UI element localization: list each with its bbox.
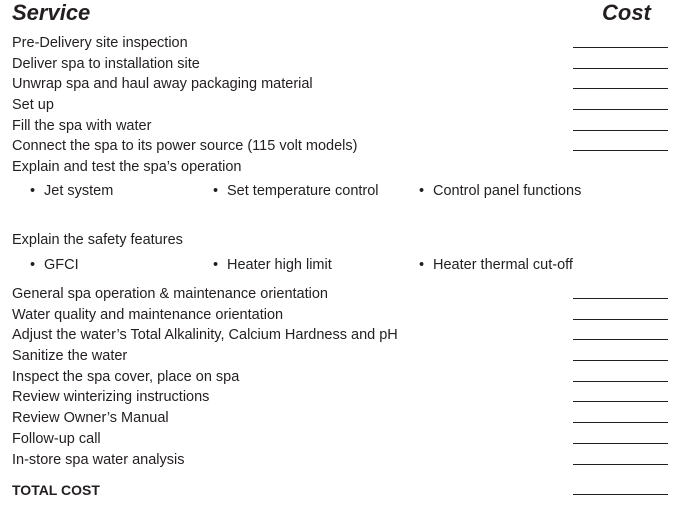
- bullet-text: Jet system: [44, 183, 114, 199]
- bullet-text: Heater thermal cut-off: [433, 257, 573, 273]
- service-row: [12, 54, 668, 74]
- cost-blank-line: [573, 305, 668, 320]
- service-label: Review winterizing instructions: [12, 389, 210, 405]
- service-row: [12, 305, 668, 325]
- service-row: [12, 284, 668, 304]
- total-cost-row: [12, 480, 668, 500]
- bullet-item: [30, 181, 113, 201]
- service-label: Unwrap spa and haul away packaging material: [12, 76, 313, 92]
- service-row: [12, 33, 668, 53]
- cost-blank-line: [573, 284, 668, 299]
- explain-safety-row: [12, 230, 668, 250]
- service-label: In-store spa water analysis: [12, 452, 185, 468]
- cost-blank-line: [573, 429, 668, 444]
- cost-blank-line: [573, 33, 668, 48]
- cost-blank-line: [573, 325, 668, 340]
- cost-blank-line: [573, 54, 668, 69]
- cost-blank-line: [573, 346, 668, 361]
- bullet-item: [419, 181, 581, 201]
- service-label: Fill the spa with water: [12, 118, 152, 134]
- service-row: [12, 346, 668, 366]
- bullet-text: Heater high limit: [227, 257, 332, 273]
- service-label: Adjust the water’s Total Alkalinity, Calcium Hardness and pH: [12, 327, 398, 343]
- bullet-item: [213, 255, 332, 275]
- service-row: [12, 325, 668, 345]
- cost-blank-line: [573, 408, 668, 423]
- bullet-item: [213, 181, 379, 201]
- service-label: Connect the spa to its power source (115 volt models): [12, 138, 358, 154]
- service-label: Water quality and maintenance orientation: [12, 307, 284, 323]
- service-row: [12, 429, 668, 449]
- bullet-glyph: •: [419, 183, 425, 199]
- service-row: [12, 136, 668, 156]
- service-row: [12, 116, 668, 136]
- safety-bullets: [0, 255, 675, 275]
- bullet-glyph: •: [213, 183, 219, 199]
- service-label: Set up: [12, 97, 54, 113]
- bullet-text: Set temperature control: [227, 183, 379, 199]
- service-label: General spa operation & maintenance orientation: [12, 286, 328, 302]
- service-row: [12, 95, 668, 115]
- bullet-glyph: •: [419, 257, 425, 273]
- bullet-text: Control panel functions: [433, 183, 582, 199]
- service-row: [12, 408, 668, 428]
- service-label: Follow-up call: [12, 431, 101, 447]
- cost-column-header: Cost: [602, 0, 651, 25]
- cost-blank-line: [573, 367, 668, 382]
- cost-blank-line: [573, 116, 668, 131]
- cost-blank-line: [573, 95, 668, 110]
- service-row: [12, 74, 668, 94]
- service-row: [12, 450, 668, 470]
- bullet-glyph: •: [30, 257, 36, 273]
- cost-blank-line: [573, 74, 668, 89]
- service-column-header: Service: [12, 0, 91, 25]
- operation-bullets: [0, 181, 675, 201]
- total-cost-blank-line: [573, 480, 668, 495]
- total-cost-label: TOTAL COST: [12, 482, 100, 498]
- bullet-item: [419, 255, 573, 275]
- service-row: [12, 367, 668, 387]
- explain-safety-label: Explain the safety features: [12, 232, 183, 248]
- bullet-text: GFCI: [44, 257, 79, 273]
- bullet-item: [30, 255, 79, 275]
- service-row: [12, 387, 668, 407]
- bullet-glyph: •: [30, 183, 36, 199]
- service-label: Inspect the spa cover, place on spa: [12, 369, 240, 385]
- service-label: Pre-Delivery site inspection: [12, 35, 188, 51]
- service-label: Deliver spa to installation site: [12, 56, 200, 72]
- cost-blank-line: [573, 136, 668, 151]
- explain-operation-row: [12, 157, 668, 177]
- service-label: Review Owner’s Manual: [12, 410, 169, 426]
- cost-blank-line: [573, 387, 668, 402]
- explain-operation-label: Explain and test the spa’s operation: [12, 159, 242, 175]
- service-label: Sanitize the water: [12, 348, 128, 364]
- bullet-glyph: •: [213, 257, 219, 273]
- cost-blank-line: [573, 450, 668, 465]
